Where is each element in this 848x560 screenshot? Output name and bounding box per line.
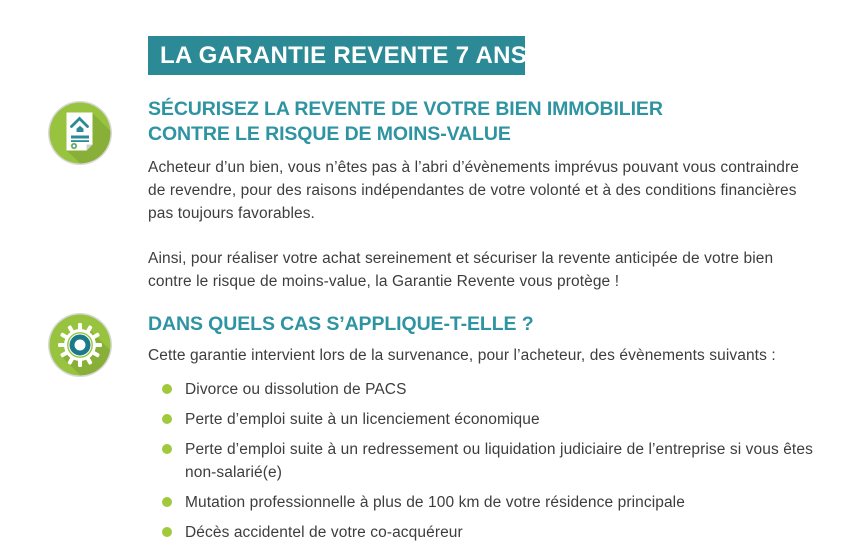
section1-heading-line1: SÉCURISEZ LA REVENTE DE VOTRE BIEN IMMOBILIER [148, 98, 663, 120]
list-item-text: Divorce ou dissolution de PACS [185, 381, 407, 398]
bullet-dot-icon [162, 384, 172, 394]
list-item-text: Décès accidentel de votre co-acquéreur [185, 524, 463, 541]
section1-heading-line2: CONTRE LE RISQUE DE MOINS-VALUE [148, 123, 511, 145]
gear-icon [47, 312, 113, 378]
bullet-dot-icon [162, 444, 172, 454]
section2-intro: Cette garantie intervient lors de la survenance, pour l’acheteur, des évènements suivants : [148, 347, 776, 364]
section1-paragraph1: Acheteur d’un bien, vous n’êtes pas à l’abri d’évènements imprévus pouvant vous contraindre de revendre, pour des raisons indépendantes de votre volonté et à des conditions financières pas toujours favorables. [148, 159, 800, 222]
bullet-dot-icon [162, 497, 172, 507]
list-item [148, 378, 820, 401]
bullet-dot-icon [162, 414, 172, 424]
list-item-text: Perte d’emploi suite à un redressement ou liquidation judiciaire de l’entreprise si vous êtes non-salarié(e) [185, 441, 813, 481]
bullet-dot-icon [162, 527, 172, 537]
list-item [148, 491, 820, 514]
section2-heading: DANS QUELS CAS S’APPLIQUE-T-ELLE ? [148, 313, 534, 335]
section1-paragraph2: Ainsi, pour réaliser votre achat sereinement et sécuriser la revente anticipée de votre bien contre le risque de moins-value, la Garantie Revente vous protège ! [148, 250, 774, 290]
house-document-certificate-icon-svg [47, 100, 113, 166]
section-dans-quels-cas [148, 312, 820, 551]
list-item-text: Mutation professionnelle à plus de 100 km de votre résidence principale [185, 494, 685, 511]
gear-icon-svg [47, 312, 113, 378]
title-banner: LA GARANTIE REVENTE 7 ANS [148, 36, 525, 75]
section-securisez [148, 97, 820, 293]
list-item [148, 438, 820, 484]
list-item-text: Perte d’emploi suite à un licenciement économique [185, 411, 540, 428]
list-item [148, 521, 820, 544]
house-document-certificate-icon [47, 100, 113, 166]
events-list [148, 378, 820, 544]
list-item [148, 408, 820, 431]
